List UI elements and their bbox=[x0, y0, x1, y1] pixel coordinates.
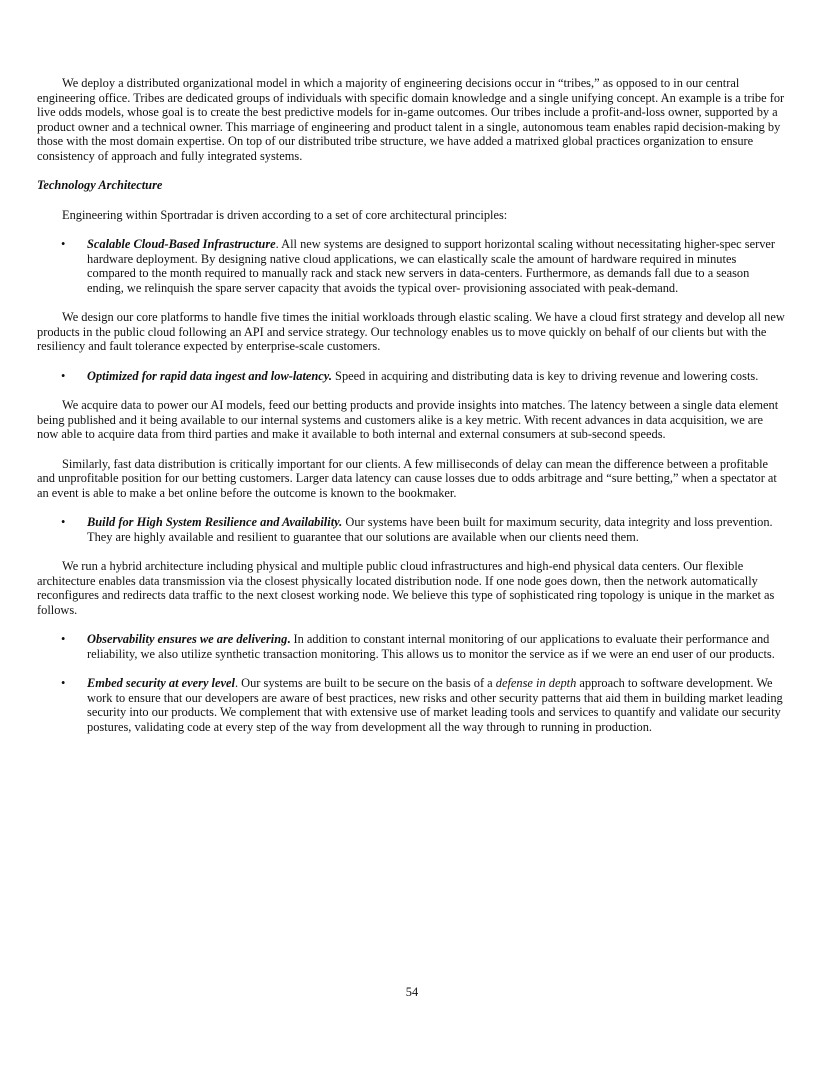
bullet-resilience bbox=[37, 515, 787, 544]
bullet-scalable-infrastructure bbox=[37, 237, 787, 295]
paragraph-elastic-scaling: We design our core platforms to handle five times the initial workloads through elastic scaling. We have a cloud first strategy and develop all new products in the public cloud following an API and service strategy. Our technology enables us to move quickly on behalf of our clients but with the resiliency and fault tolerance expected by enterprise-scale customers. bbox=[37, 310, 785, 353]
bullet-marker: • bbox=[61, 676, 66, 690]
bullet-title: Build for High System Resilience and Availability. bbox=[87, 515, 343, 529]
bullet-security bbox=[37, 676, 787, 734]
page-number: 54 bbox=[405, 985, 419, 999]
bullet-title: Embed security at every level bbox=[87, 676, 235, 690]
bullet-marker: • bbox=[61, 237, 66, 251]
bullet-observability bbox=[37, 632, 787, 661]
bullet-text: Speed in acquiring and distributing data is key to driving revenue and lowering costs. bbox=[331, 368, 759, 383]
bullet-text: . Our systems are built to be secure on the basis of a bbox=[234, 676, 496, 690]
section-heading: Technology Architecture bbox=[37, 178, 163, 192]
bullet-title: Optimized for rapid data ingest and low-latency. bbox=[87, 368, 332, 383]
bullet-text: approach to software development. We work to ensure that our developers are aware of best practices, new risks and other security patterns that aid them in building market leading security into our products. We complement that with extensive use of market leading tools and services to quantify and validate our security postures, validating code at every step of the way from development all the way through to running in production. bbox=[87, 676, 783, 734]
bullet-text: Our systems have been built for maximum security, data integrity and loss prevention. They are highly available and resilient to guarantee that our solutions are available when our clients need them. bbox=[87, 515, 773, 544]
bullet-marker: • bbox=[61, 515, 66, 529]
paragraph-data-distribution: Similarly, fast data distribution is critically important for our clients. A few milliseconds of delay can mean the difference between a profitable and unprofitable position for our betting customers. Larger data latency can cause losses due to odds arbitrage and “sure betting,” when a spectator at an event is able to make a bet online before the outcome is known to the bookmaker. bbox=[37, 456, 777, 500]
bullet-title: Observability ensures we are delivering bbox=[87, 632, 288, 646]
paragraph-data-acquisition: We acquire data to power our AI models, feed our betting products and provide insights into matches. The latency between a single data element being published and it being available to our internal systems and customers alike is a key metric. With recent advances in data acquisition, we are now able to acquire data from third parties and make it available to both internal and external consumers at sub-second speeds. bbox=[37, 398, 779, 441]
bullet-title-period: . bbox=[287, 632, 291, 646]
bullet-emphasis: defense in depth bbox=[495, 676, 577, 690]
paragraph-principles-intro: Engineering within Sportradar is driven according to a set of core architectural principles: bbox=[62, 207, 508, 222]
document-page bbox=[37, 76, 787, 734]
bullet-marker: • bbox=[61, 632, 66, 646]
paragraph-hybrid-architecture: We run a hybrid architecture including physical and multiple public cloud infrastructures and high-end physical data centers. Our flexible architecture enables data transmission via the closest physically located distribution node. If one node goes down, then the network automatically reconfigures and redirects data traffic to the next closest working node. We believe this type of sophisticated ring topology is unique in the market as follows. bbox=[37, 559, 775, 617]
bullet-text: In addition to constant internal monitoring of our applications to evaluate their performance and reliability, we also utilize synthetic transaction monitoring. This allows us to monitor the service as if we were an end user of our products. bbox=[87, 632, 775, 661]
paragraph-tribes: We deploy a distributed organizational model in which a majority of engineering decisions occur in “tribes,” as opposed to in our central engineering office. Tribes are dedicated groups of individuals with specific domain knowledge and a single unifying concept. An example is a tribe for live odds models, whose goal is to create the best predictive models for in-game outcomes. Our tribes include a profit-and-loss owner, supported by a product owner and a technical owner. This marriage of engineering and product talent in a single, autonomous team enables rapid decision-making by those with the most domain expertise. On top of our distributed tribe structure, we have added a matrixed global practices organization to ensure consistency of approach and fully integrated systems. bbox=[37, 76, 785, 163]
bullet-text: . All new systems are designed to support horizontal scaling without necessitating higher-spec server hardware deployment. By designing native cloud applications, we can elastically scale the amount of hardware required in minutes compared to the month required to manually rack and stack new servers in data-centers. Furthermore, as demands fall due to a season ending, we relinquish the spare server capacity that avoids the typical over- provisioning associated with peak-demand. bbox=[87, 237, 776, 295]
bullet-title: Scalable Cloud-Based Infrastructure bbox=[87, 237, 276, 251]
bullet-low-latency bbox=[37, 369, 787, 384]
bullet-marker: • bbox=[61, 368, 66, 383]
